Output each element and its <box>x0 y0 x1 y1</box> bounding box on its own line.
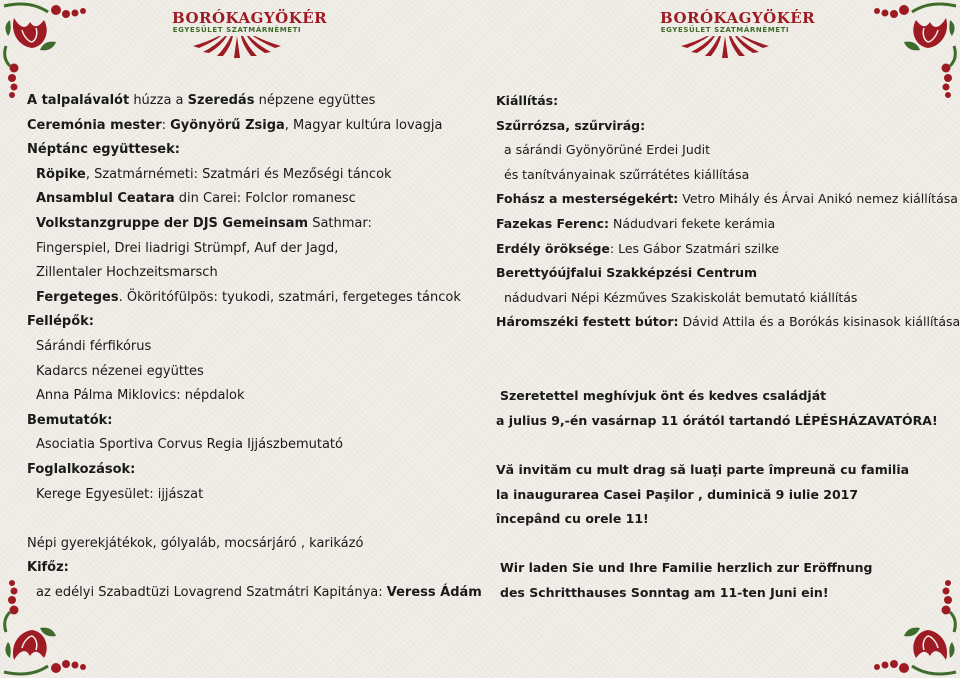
invitation-ro-line3: începând cu orele 11! <box>496 511 649 527</box>
program-line-music: A talpalávalót húzza a Szeredás népzene együttes <box>27 93 376 108</box>
program-line-ceremony-master: Ceremónia mester: Gyönyörű Zsiga, Magyar kultúra lovagja <box>27 117 443 133</box>
performer-item: Sárándi férfikórus <box>36 338 152 354</box>
cooking-item: az edélyi Szabadtüzi Lovagrend Szatmátri Kapitánya: Veress Ádám <box>36 584 482 600</box>
exhibition-school: Berettyóújfalui Szakképzési Centrum <box>496 265 758 281</box>
invitation-ro-line2: la inaugurarea Casei Paşilor , duminică 9 iulie 2017 <box>496 486 859 502</box>
invitation-de-line2: des Schritthauses Sonntag am 11-ten Juni ein! <box>500 584 829 600</box>
section-heading-activities: Foglalkozások: <box>27 461 136 477</box>
folk-ornament-top-left <box>0 0 95 100</box>
dance-group-ropike: Röpike, Szatmárnémeti: Szatmári és Mezőségi táncok <box>36 166 392 182</box>
root-ornament-icon <box>187 36 287 58</box>
brand-title: BORÓKAGYÖKÉR <box>172 9 328 27</box>
dance-group-volkstanz-detail: Zillentaler Hochzeitsmarsch <box>36 265 218 281</box>
exhibition-felt: Fohász a mesterségekért: Vetro Mihály és Árvai Anikó nemez kiállítása <box>496 191 958 207</box>
activity-item: Kerege Egyesület: ijjászat <box>36 486 204 502</box>
brand-title: BORÓKAGYÖKÉR <box>660 9 816 27</box>
brand-subtitle: EGYESÜLET SZATMÁRNÉMETI <box>172 26 302 34</box>
dance-group-fergeteges: Fergeteges. Ököritófülpös: tyukodi, szatmári, fergeteges táncok <box>36 289 461 305</box>
exhibition-heritage: Erdély öröksége: Les Gábor Szatmári szilke <box>496 240 780 256</box>
brand-logo-left <box>172 9 328 58</box>
exhibition-detail: és tanítványainak szűrrátétes kiállítása <box>504 166 750 182</box>
root-ornament-icon <box>675 36 775 58</box>
brand-subtitle: EGYESÜLET SZATMÁRNÉMETI <box>660 26 790 34</box>
exhibition-furniture: Háromszéki festett bútor: Dávid Attila és a Borókás kisinasok kiállítása <box>496 314 960 330</box>
exhibition-ceramics: Fazekas Ferenc: Nádudvari fekete kerámia <box>496 215 776 231</box>
section-heading-dance-groups: Néptánc együttesek: <box>27 142 180 158</box>
performer-item: Anna Pálma Miklovics: népdalok <box>36 388 245 404</box>
exhibition-title-szurrozsa: Szűrrózsa, szűrvirág: <box>496 117 646 133</box>
activity-games: Népi gyerekjátékok, gólyaláb, mocsárjáró , karikázó <box>27 535 364 551</box>
dance-group-ceatara: Ansamblul Ceatara din Carei: Folclor romanesc <box>36 191 356 207</box>
program-column <box>27 89 482 605</box>
invitation-ro-line1: Vă invităm cu mult drag să luaţi parte împreună cu familia <box>496 461 910 477</box>
brand-logo-right <box>660 9 816 58</box>
dance-group-volkstanz-detail: Fingerspiel, Drei liadrigi Strümpf, Auf der Jagd, <box>36 240 339 256</box>
section-heading-performers: Fellépők: <box>27 314 94 330</box>
demonstration-item: Asociatia Sportiva Corvus Regia Ijjászbemutató <box>36 437 343 453</box>
section-heading-cooking: Kifőz: <box>27 560 69 576</box>
invitation-hu-line2: a julius 9,-én vasárnap 11 órától tartandó LÉPÉSHÁZAVATÓRA! <box>496 412 938 428</box>
invitation-hu-line1: Szeretettel meghívjuk önt és kedves családját <box>500 388 827 404</box>
section-heading-exhibition: Kiállítás: <box>496 93 559 108</box>
exhibition-detail: a sárándi Gyönyörüné Erdei Judit <box>504 142 711 158</box>
folk-ornament-top-right <box>865 0 960 100</box>
performer-item: Kadarcs nézenei együttes <box>36 363 204 379</box>
exhibition-detail: nádudvari Népi Kézműves Szakiskolát bemutató kiállítás <box>504 289 858 305</box>
dance-group-volkstanz: Volkstanzgruppe der DJS Gemeinsam Sathmar: <box>36 215 372 231</box>
exhibition-column <box>496 89 960 605</box>
section-heading-demonstrations: Bemutatók: <box>27 412 113 428</box>
invitation-de-line1: Wir laden Sie und Ihre Familie herzlich zur Eröffnung <box>500 560 873 576</box>
